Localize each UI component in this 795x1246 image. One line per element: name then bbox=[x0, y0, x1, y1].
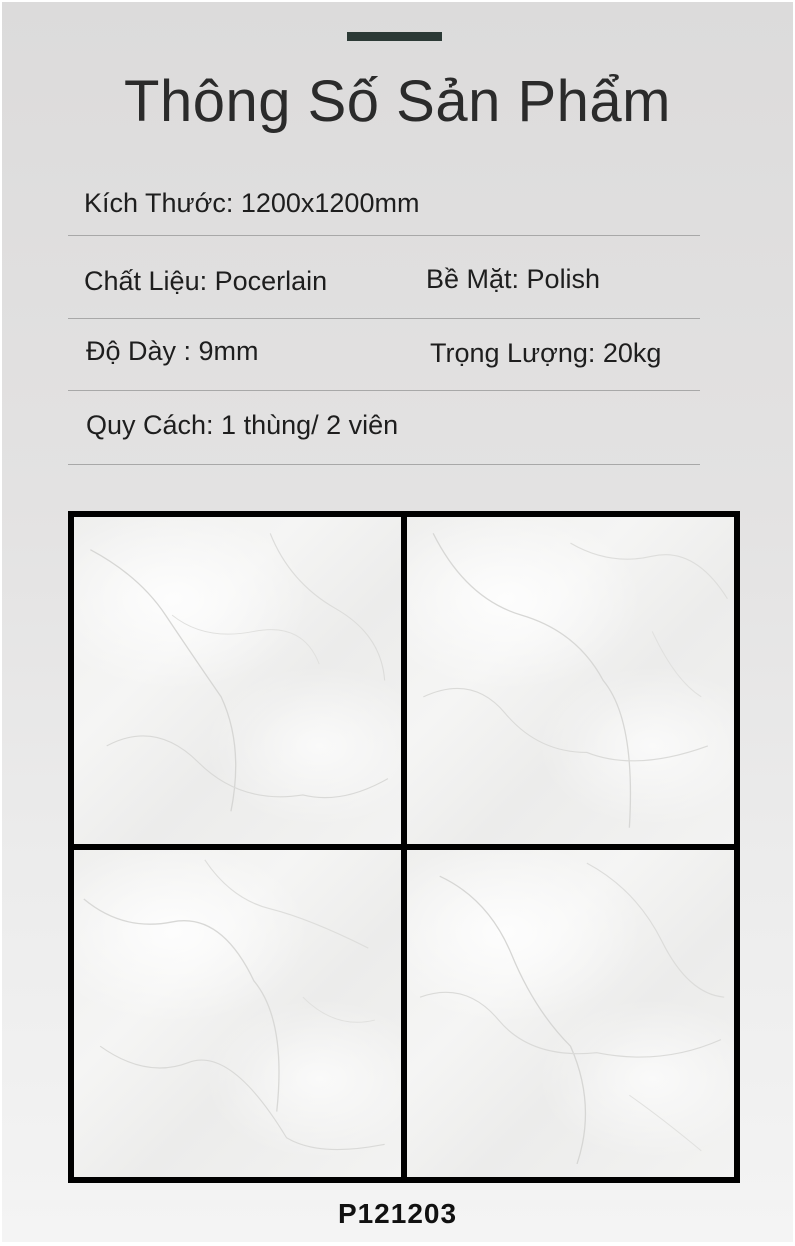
spec-surface: Bề Mặt: Polish bbox=[426, 264, 601, 294]
product-code: P121203 bbox=[337, 1198, 458, 1229]
spec-thickness: Độ Dày : 9mm bbox=[86, 336, 259, 366]
product-spec-card bbox=[2, 2, 793, 1242]
decorative-top-bar bbox=[347, 32, 442, 41]
spec-weight: Trọng Lượng: 20kg bbox=[430, 338, 662, 368]
divider bbox=[68, 464, 700, 465]
tile-layout-preview bbox=[68, 511, 740, 1183]
spec-material: Chất Liệu: Pocerlain bbox=[84, 266, 328, 296]
divider bbox=[68, 235, 700, 236]
divider bbox=[68, 318, 700, 319]
spec-packing: Quy Cách: 1 thùng/ 2 viên bbox=[86, 410, 399, 440]
marble-tile bbox=[407, 850, 734, 1177]
spec-size: Kích Thước: 1200x1200mm bbox=[84, 188, 420, 218]
marble-tile bbox=[407, 517, 734, 844]
page-title: Thông Số Sản Phẩm bbox=[124, 69, 671, 134]
divider bbox=[68, 390, 700, 391]
marble-tile bbox=[74, 517, 401, 844]
marble-tile bbox=[74, 850, 401, 1177]
